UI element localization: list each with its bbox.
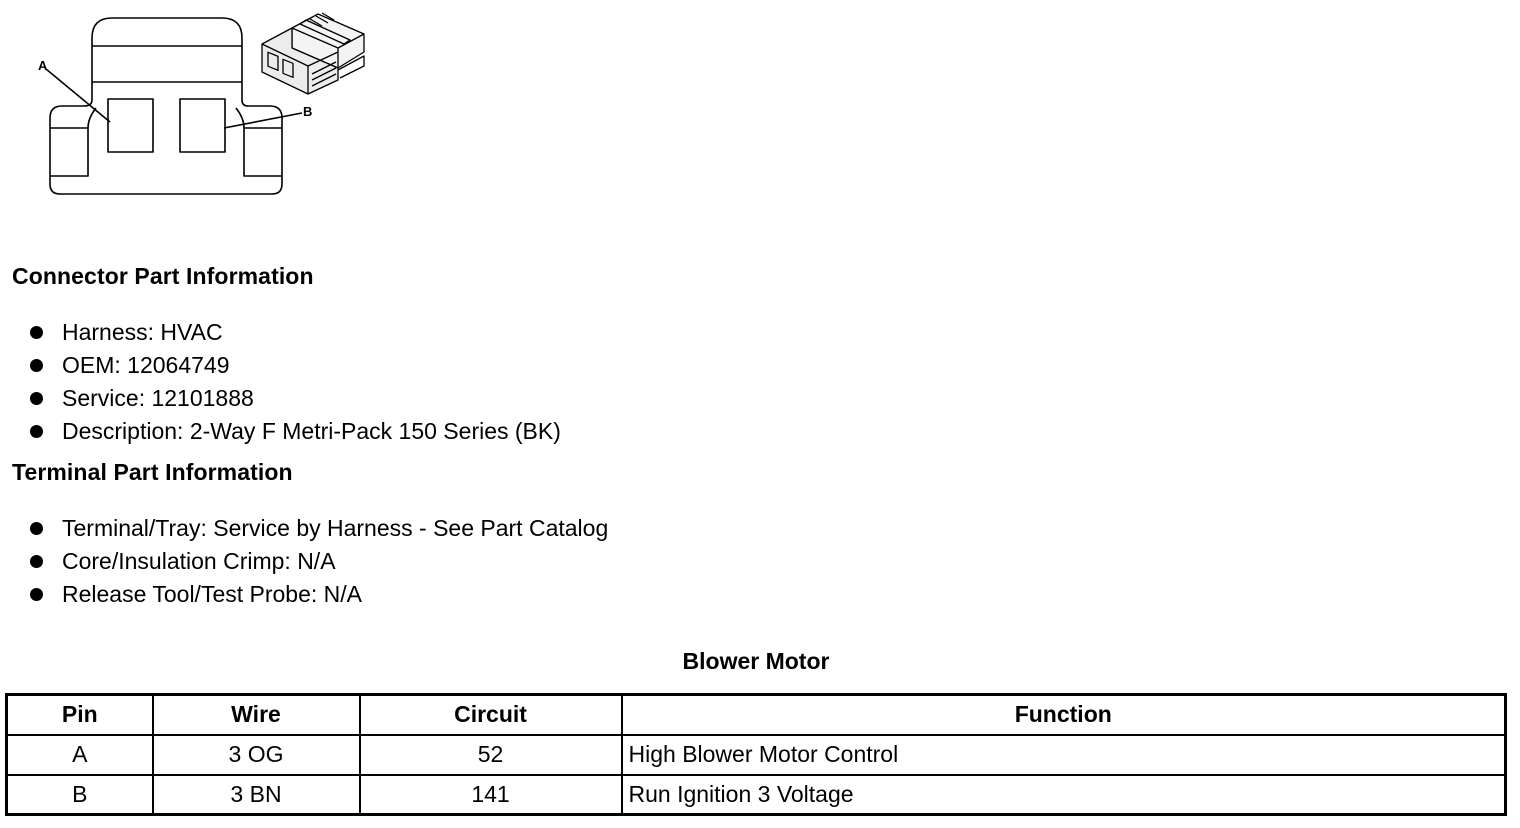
pin-b-label: B — [303, 104, 313, 119]
cell-function: High Blower Motor Control — [622, 735, 1506, 775]
cell-pin: B — [7, 775, 153, 815]
bullet-icon — [30, 326, 43, 339]
list-item — [28, 545, 608, 578]
bullet-icon — [30, 392, 43, 405]
terminal-release-tool: Release Tool/Test Probe: N/A — [62, 581, 363, 607]
connector-service: Service: 12101888 — [62, 385, 254, 411]
list-item — [28, 578, 608, 611]
connector-isometric-icon — [262, 13, 364, 94]
cell-pin: A — [7, 735, 153, 775]
connector-diagram — [0, 0, 400, 215]
header-function: Function — [622, 695, 1506, 735]
list-item — [28, 316, 561, 349]
cell-circuit: 141 — [360, 775, 622, 815]
header-circuit: Circuit — [360, 695, 622, 735]
connector-description: Description: 2-Way F Metri-Pack 150 Series (BK) — [62, 418, 561, 444]
cell-circuit: 52 — [360, 735, 622, 775]
cell-wire: 3 OG — [153, 735, 360, 775]
terminal-info-title: Terminal Part Information — [12, 459, 293, 485]
header-pin: Pin — [7, 695, 153, 735]
connector-body — [50, 18, 282, 194]
cavity-a — [108, 99, 153, 152]
terminal-crimp: Core/Insulation Crimp: N/A — [62, 548, 336, 574]
pin-a-label: A — [38, 58, 48, 73]
cavity-b — [180, 99, 225, 152]
table-caption: Blower Motor — [682, 648, 830, 674]
cell-function: Run Ignition 3 Voltage — [622, 775, 1506, 815]
table-header-row — [7, 695, 1506, 735]
connector-oem: OEM: 12064749 — [62, 352, 230, 378]
table-row — [7, 775, 1506, 815]
list-item — [28, 512, 608, 545]
list-item — [28, 415, 561, 448]
connector-info-list — [28, 316, 561, 448]
pinout-table — [5, 693, 1507, 816]
list-item — [28, 349, 561, 382]
table-row — [7, 735, 1506, 775]
list-item — [28, 382, 561, 415]
bullet-icon — [30, 588, 43, 601]
connector-info-title: Connector Part Information — [12, 263, 314, 289]
connector-harness: Harness: HVAC — [62, 319, 223, 345]
bullet-icon — [30, 555, 43, 568]
cell-wire: 3 BN — [153, 775, 360, 815]
terminal-info-list — [28, 512, 608, 611]
bullet-icon — [30, 359, 43, 372]
terminal-tray: Terminal/Tray: Service by Harness - See Part Catalog — [62, 515, 609, 541]
header-wire: Wire — [153, 695, 360, 735]
bullet-icon — [30, 522, 43, 535]
bullet-icon — [30, 425, 43, 438]
